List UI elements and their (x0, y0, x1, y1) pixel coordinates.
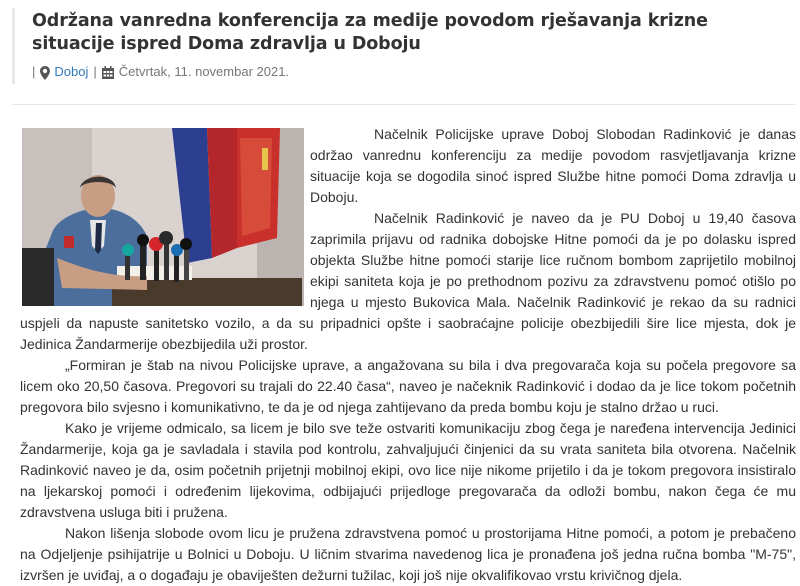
article-header (12, 8, 790, 84)
meta-separator: | (32, 64, 36, 80)
publish-date: Četvrtak, 11. novembar 2021. (118, 64, 290, 80)
article-paragraph: Načelnik Radinković je naveo da je PU Doboj u 19,40 časova zaprimila prijavu od radnika dobojske Hitne pomoći da je po dolasku ispred objekta Službe hitne pomoći starije lice ručnom bombom zaprijetilo mobilnoj ekipi saniteta koja je po prethodnom pozivu za zdravstvenu pomoć otišlo po njega u mjesto Bukovica Mala. Načelnik Radinković je rekao da su radnici uspjeli da napuste sanitetsko vozilo, a da su pripadnici opšte i saobraćajne policije obezbijedili šire lice mjesta, dok je Jedinica Žandarmerije obezbijedila uži prostor. (20, 210, 796, 352)
article-body (20, 124, 796, 586)
divider (12, 104, 795, 105)
map-marker-icon (40, 64, 50, 80)
location-link[interactable]: Doboj (54, 64, 89, 80)
article-paragraph: Načelnik Policijske uprave Doboj Slobodan Radinković je danas održao vanrednu konferenciju za medije povodom rasvjetljavanja krizne situacije koja se dogodila sinoć ispred Službe hitne pomoći Doma zdravlja u Doboju. (310, 126, 796, 205)
article-paragraph: „Formiran je štab na nivou Policijske uprave, a angažovana su bila i dva pregovarača koja su počela pregovore sa licem oko 20,50 časova. Pregovori su trajali do 22.40 časa“, naveo je načeknik Radinković i dodao da je lice tokom početnih pregovora bilo svjesno i komunikativno, te da je od njega zahtijevano da preda bombu koju je stalno držao u ruci. (20, 357, 796, 415)
article-meta (32, 64, 790, 80)
calendar-icon (102, 64, 114, 79)
article-paragraph: Kako je vrijeme odmicalo, sa licem je bilo sve teže ostvariti komunikaciju zbog čega je naređena intervencija Jedinici Žandarmerije, koja ga je savladala i stavila pod kontrolu, zahvaljujući činjenici da su vrata saniteta bila otvorena. Načelnik Radinković naveo je da, osim početnih prijetnji mobilnoj ekipi, ovo lice nije nikome prijetilo i da je tokom pregovora insistiralo na ljekarskoj pomoći i određenim lijekovima, odbijajući prijedloge pregovarača da odloži bombu, nakon čega će mu zdravstvena usluga biti i pružena. (20, 420, 796, 520)
article-paragraph: Nakon lišenja slobode ovom licu je pružena zdravstvena pomoć u prostorijama Hitne pomoći, a potom je prebačeno na Odjeljenje psihijatrije u Bolnici u Doboju. U ličnim stvarima navedenog lica je pronađena još jedna ručna bomba "M-75", izvršen je uviđaj, a o događaju je obaviješten dežurni tužilac, koji još nije okvalifikovao vrstu krivičnog djela. (20, 525, 796, 583)
article-title: Održana vanredna konferencija za medije povodom rješavanja krizne situacije ispred Doma zdravlja u Doboju (32, 11, 708, 54)
photo-spacer (20, 124, 310, 312)
meta-separator: | (93, 64, 97, 80)
